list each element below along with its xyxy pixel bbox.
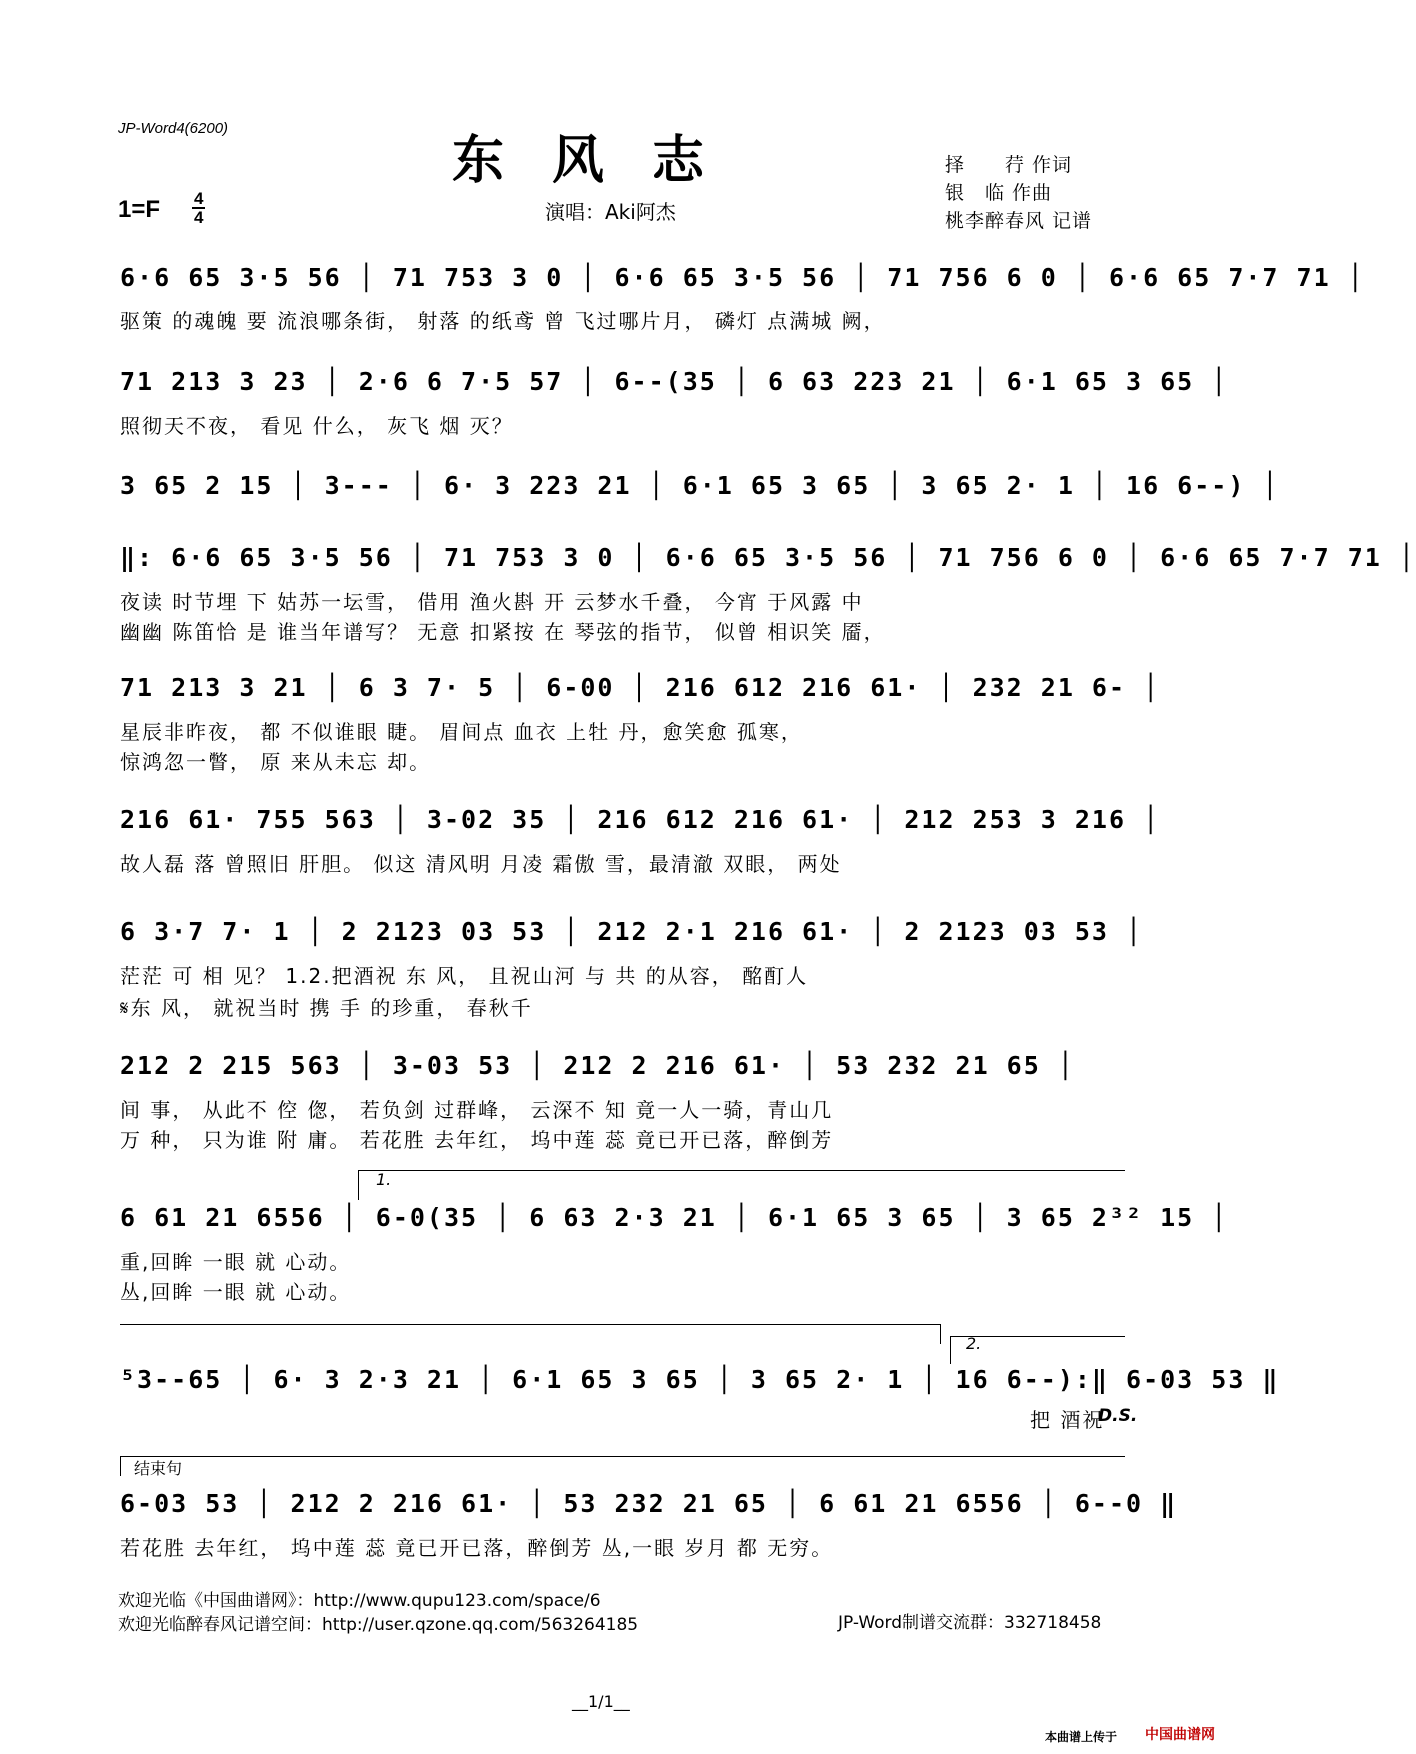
lyric-line: 故人磊 落 曾照旧 肝胆。 似这 清风明 月凌 霜傲 雪，最清澈 双眼， 两处 [120, 852, 842, 876]
lyric-line: 若花胜 去年红， 坞中莲 蕊 竟已开已落，醉倒芳 丛,一眼 岁月 都 无穷。 [120, 1536, 834, 1560]
upload-notice: 本曲谱上传于 [1045, 1730, 1118, 1744]
system-2 [120, 362, 1229, 402]
volta-1-end-tick [940, 1324, 941, 1344]
volta-1-bracket [358, 1170, 1125, 1171]
volta-1-tick [358, 1170, 359, 1200]
lyric-line-verse-1: 茫茫 可 相 见？ 1.2.把酒祝 东 风， 且祝山河 与 共 的从容， 酩酊人 [120, 964, 809, 988]
page-number: __1/1__ [572, 1692, 630, 1711]
system-1 [120, 258, 1365, 298]
time-signature [192, 190, 205, 226]
notation-line: 6 3·7 7· 1 │ 2 2123 03 53 │ 212 2·1 216 61· │ 2 2123 03 53 │ [120, 917, 1144, 946]
lyric-line-verse-2: 幽幽 陈笛恰 是 谁当年谱写？ 无意 扣紧按 在 琴弦的指节， 似曾 相识笑 靥， [120, 620, 886, 644]
lyric-line-verse-1: 间 事， 从此不 倥 偬， 若负剑 过群峰， 云深不 知 竟一人一骑，青山几 [120, 1098, 834, 1122]
system-6 [120, 800, 1161, 840]
notation-line: 216 61· 755 563 │ 3-02 35 │ 216 612 216 61· │ 212 253 3 216 │ [120, 805, 1161, 834]
time-numerator: 4 [194, 189, 204, 208]
volta-2-label: 2. [966, 1334, 982, 1353]
system-9 [120, 1198, 1229, 1238]
notation-line: 212 2 215 563 │ 3-03 53 │ 212 2 216 61· │ 53 232 21 65 │ [120, 1051, 1075, 1080]
system-7 [120, 912, 1144, 952]
lyric-line-verse-1: 夜读 时节埋 下 姑苏一坛雪， 借用 渔火斟 开 云梦水千叠， 今宵 于风露 中 [120, 590, 864, 614]
ending-section-label: 结束句 [134, 1459, 183, 1478]
system-8 [120, 1046, 1125, 1086]
lyric-line-verse-1: 重,回眸 一眼 就 心动。 [120, 1250, 352, 1274]
notation-line: 6 61 21 6556 │ 6-0(35 │ 6 63 2·3 21 │ 6·1 65 3 65 │ 3 65 2³² 15 │ [120, 1203, 1229, 1232]
volta-1-label: 1. [376, 1170, 392, 1189]
system-3 [120, 466, 1280, 506]
site-logo: 中国曲谱网 [1145, 1727, 1215, 1743]
footer-link-qzone: 欢迎光临醉春风记谱空间：http://user.qzone.qq.com/563264185 [118, 1615, 639, 1635]
transcriber-credit: 桃李醉春风 记谱 [945, 210, 1093, 232]
volta-1-continuation [120, 1324, 940, 1325]
dal-segno-mark: D.S. [1098, 1406, 1138, 1426]
notation-line: 3 65 2 15 │ 3--- │ 6· 3 223 21 │ 6·1 65 3 65 │ 3 65 2· 1 │ 16 6--) │ [120, 471, 1280, 500]
footer-link-qupu: 欢迎光临《中国曲谱网》：http://www.qupu123.com/space/6 [118, 1591, 601, 1611]
notation-line: 71 213 3 21 │ 6 3 7· 5 │ 6-00 │ 216 612 216 61· │ 232 21 6- │ [120, 673, 1161, 702]
notation-line: 6-03 53 │ 212 2 216 61· │ 53 232 21 65 │ 6 61 21 6556 │ 6--0 ‖ [120, 1489, 1178, 1518]
lyric-line-verse-2: 惊鸿忽一瞥， 原 来从未忘 却。 [120, 750, 432, 774]
system-11 [120, 1484, 1178, 1524]
lyric-line-verse-2: 𝄋东 风， 就祝当时 携 手 的珍重， 春秋千 [120, 996, 533, 1020]
song-title: 东风志 [452, 130, 753, 191]
notation-line: 6·6 65 3·5 56 │ 71 753 3 0 │ 6·6 65 3·5 56 │ 71 756 6 0 │ 6·6 65 7·7 71 │ [120, 263, 1365, 292]
system-10 [120, 1360, 1280, 1400]
lyric-line-verse-2: 万 种， 只为谁 附 庸。 若花胜 去年红， 坞中莲 蕊 竟已开已落，醉倒芳 [120, 1128, 834, 1152]
singer-credit: 演唱：Aki阿杰 [545, 200, 676, 224]
notation-line: ⁵3--65 │ 6· 3 2·3 21 │ 6·1 65 3 65 │ 3 65 2· 1 │ 16 6--):‖ 6-03 53 ‖ [120, 1365, 1280, 1394]
software-label: JP-Word4(6200) [118, 120, 229, 137]
composer-credit: 银 临 作曲 [945, 182, 1053, 204]
notation-line: ‖: 6·6 65 3·5 56 │ 71 753 3 0 │ 6·6 65 3·5 56 │ 71 756 6 0 │ 6·6 65 7·7 71 │ [120, 543, 1416, 572]
key-signature: 1=F [118, 196, 161, 223]
lyric-line: 驱策 的魂魄 要 流浪哪条街， 射落 的纸鸢 曾 飞过哪片月， 磷灯 点满城 阙， [120, 309, 886, 333]
system-5 [120, 668, 1161, 708]
footer-group-number: JP-Word制谱交流群：332718458 [838, 1613, 1102, 1633]
ending-bracket [120, 1456, 1125, 1457]
lyric-line: 照彻天不夜， 看见 什么， 灰飞 烟 灭？ [120, 414, 514, 438]
ending-bracket-tick [120, 1456, 121, 1476]
system-4 [120, 538, 1416, 578]
lyric-line: 把 酒祝 [1030, 1408, 1105, 1432]
lyric-line-verse-1: 星辰非昨夜， 都 不似谁眼 睫。 眉间点 血衣 上牡 丹，愈笑愈 孤寒， [120, 720, 803, 744]
lyric-line-verse-2: 丛,回眸 一眼 就 心动。 [120, 1280, 352, 1304]
time-denominator: 4 [194, 208, 204, 227]
notation-line: 71 213 3 23 │ 2·6 6 7·5 57 │ 6--(35 │ 6 63 223 21 │ 6·1 65 3 65 │ [120, 367, 1229, 396]
lyricist-credit: 择 荇 作词 [945, 154, 1073, 176]
